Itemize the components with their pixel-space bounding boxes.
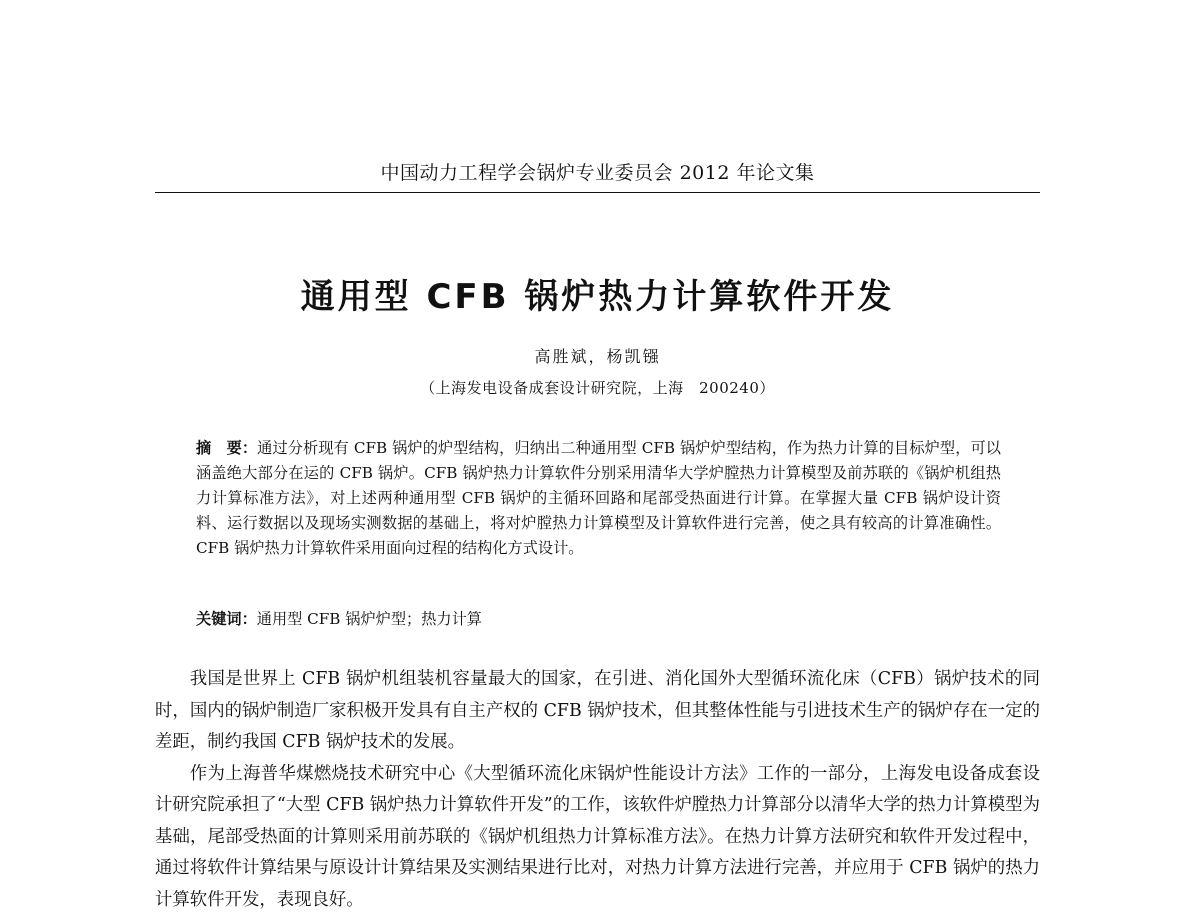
keywords-label: 关键词： (196, 610, 257, 628)
keywords-text: 通用型 CFB 锅炉炉型；热力计算 (257, 610, 482, 628)
keywords (196, 607, 1001, 632)
body-paragraph-2: 作为上海普华煤燃烧技术研究中心《大型循环流化床锅炉性能设计方法》工作的一部分，上海发电设备成套设计研究院承担了“大型 CFB 锅炉热力计算软件开发”的工作，该软件炉膛热力计算部分以清华大学的热力计算模型为基础，尾部受热面的计算则采用前苏联的《锅炉机组热力计算标准方法》。在热力计算方法研究和软件开发过程中，通过将软件计算结果与原设计计算结果及实测结果进行比对，对热力计算方法进行完善，并应用于 CFB 锅炉的热力计算软件开发，表现良好。 (155, 759, 1040, 916)
paper-authors: 高胜斌，杨凯镪 (155, 346, 1040, 368)
paper-affiliation: （上海发电设备成套设计研究院，上海 200240） (155, 377, 1040, 399)
running-header: 中国动力工程学会锅炉专业委员会 2012 年论文集 (155, 160, 1040, 186)
body-paragraph-1: 我国是世界上 CFB 锅炉机组装机容量最大的国家，在引进、消化国外大型循环流化床（CFB）锅炉技术的同时，国内的锅炉制造厂家积极开发具有自主产权的 CFB 锅炉技术，但其整体性能与引进技术生产的锅炉存在一定的差距，制约我国 CFB 锅炉技术的发展。 (155, 664, 1040, 759)
body-text (155, 664, 1040, 916)
abstract (196, 436, 1001, 561)
header-rule (155, 192, 1040, 193)
paper-title: 通用型 CFB 锅炉热力计算软件开发 (155, 274, 1040, 320)
abstract-text: 通过分析现有 CFB 锅炉的炉型结构，归纳出二种通用型 CFB 锅炉炉型结构，作为热力计算的目标炉型，可以涵盖绝大部分在运的 CFB 锅炉。CFB 锅炉热力计算软件分别采用清华大学炉膛热力计算模型及前苏联的《锅炉机组热力计算标准方法》，对上述两种通用型 CFB 锅炉的主循环回路和尾部受热面进行计算。在掌握大量 CFB 锅炉设计资料、运行数据以及现场实测数据的基础上，将对炉膛热力计算模型及计算软件进行完善，使之具有较高的计算准确性。CFB 锅炉热力计算软件采用面向过程的结构化方式设计。 (196, 439, 1001, 557)
abstract-label: 摘 要： (196, 439, 257, 457)
